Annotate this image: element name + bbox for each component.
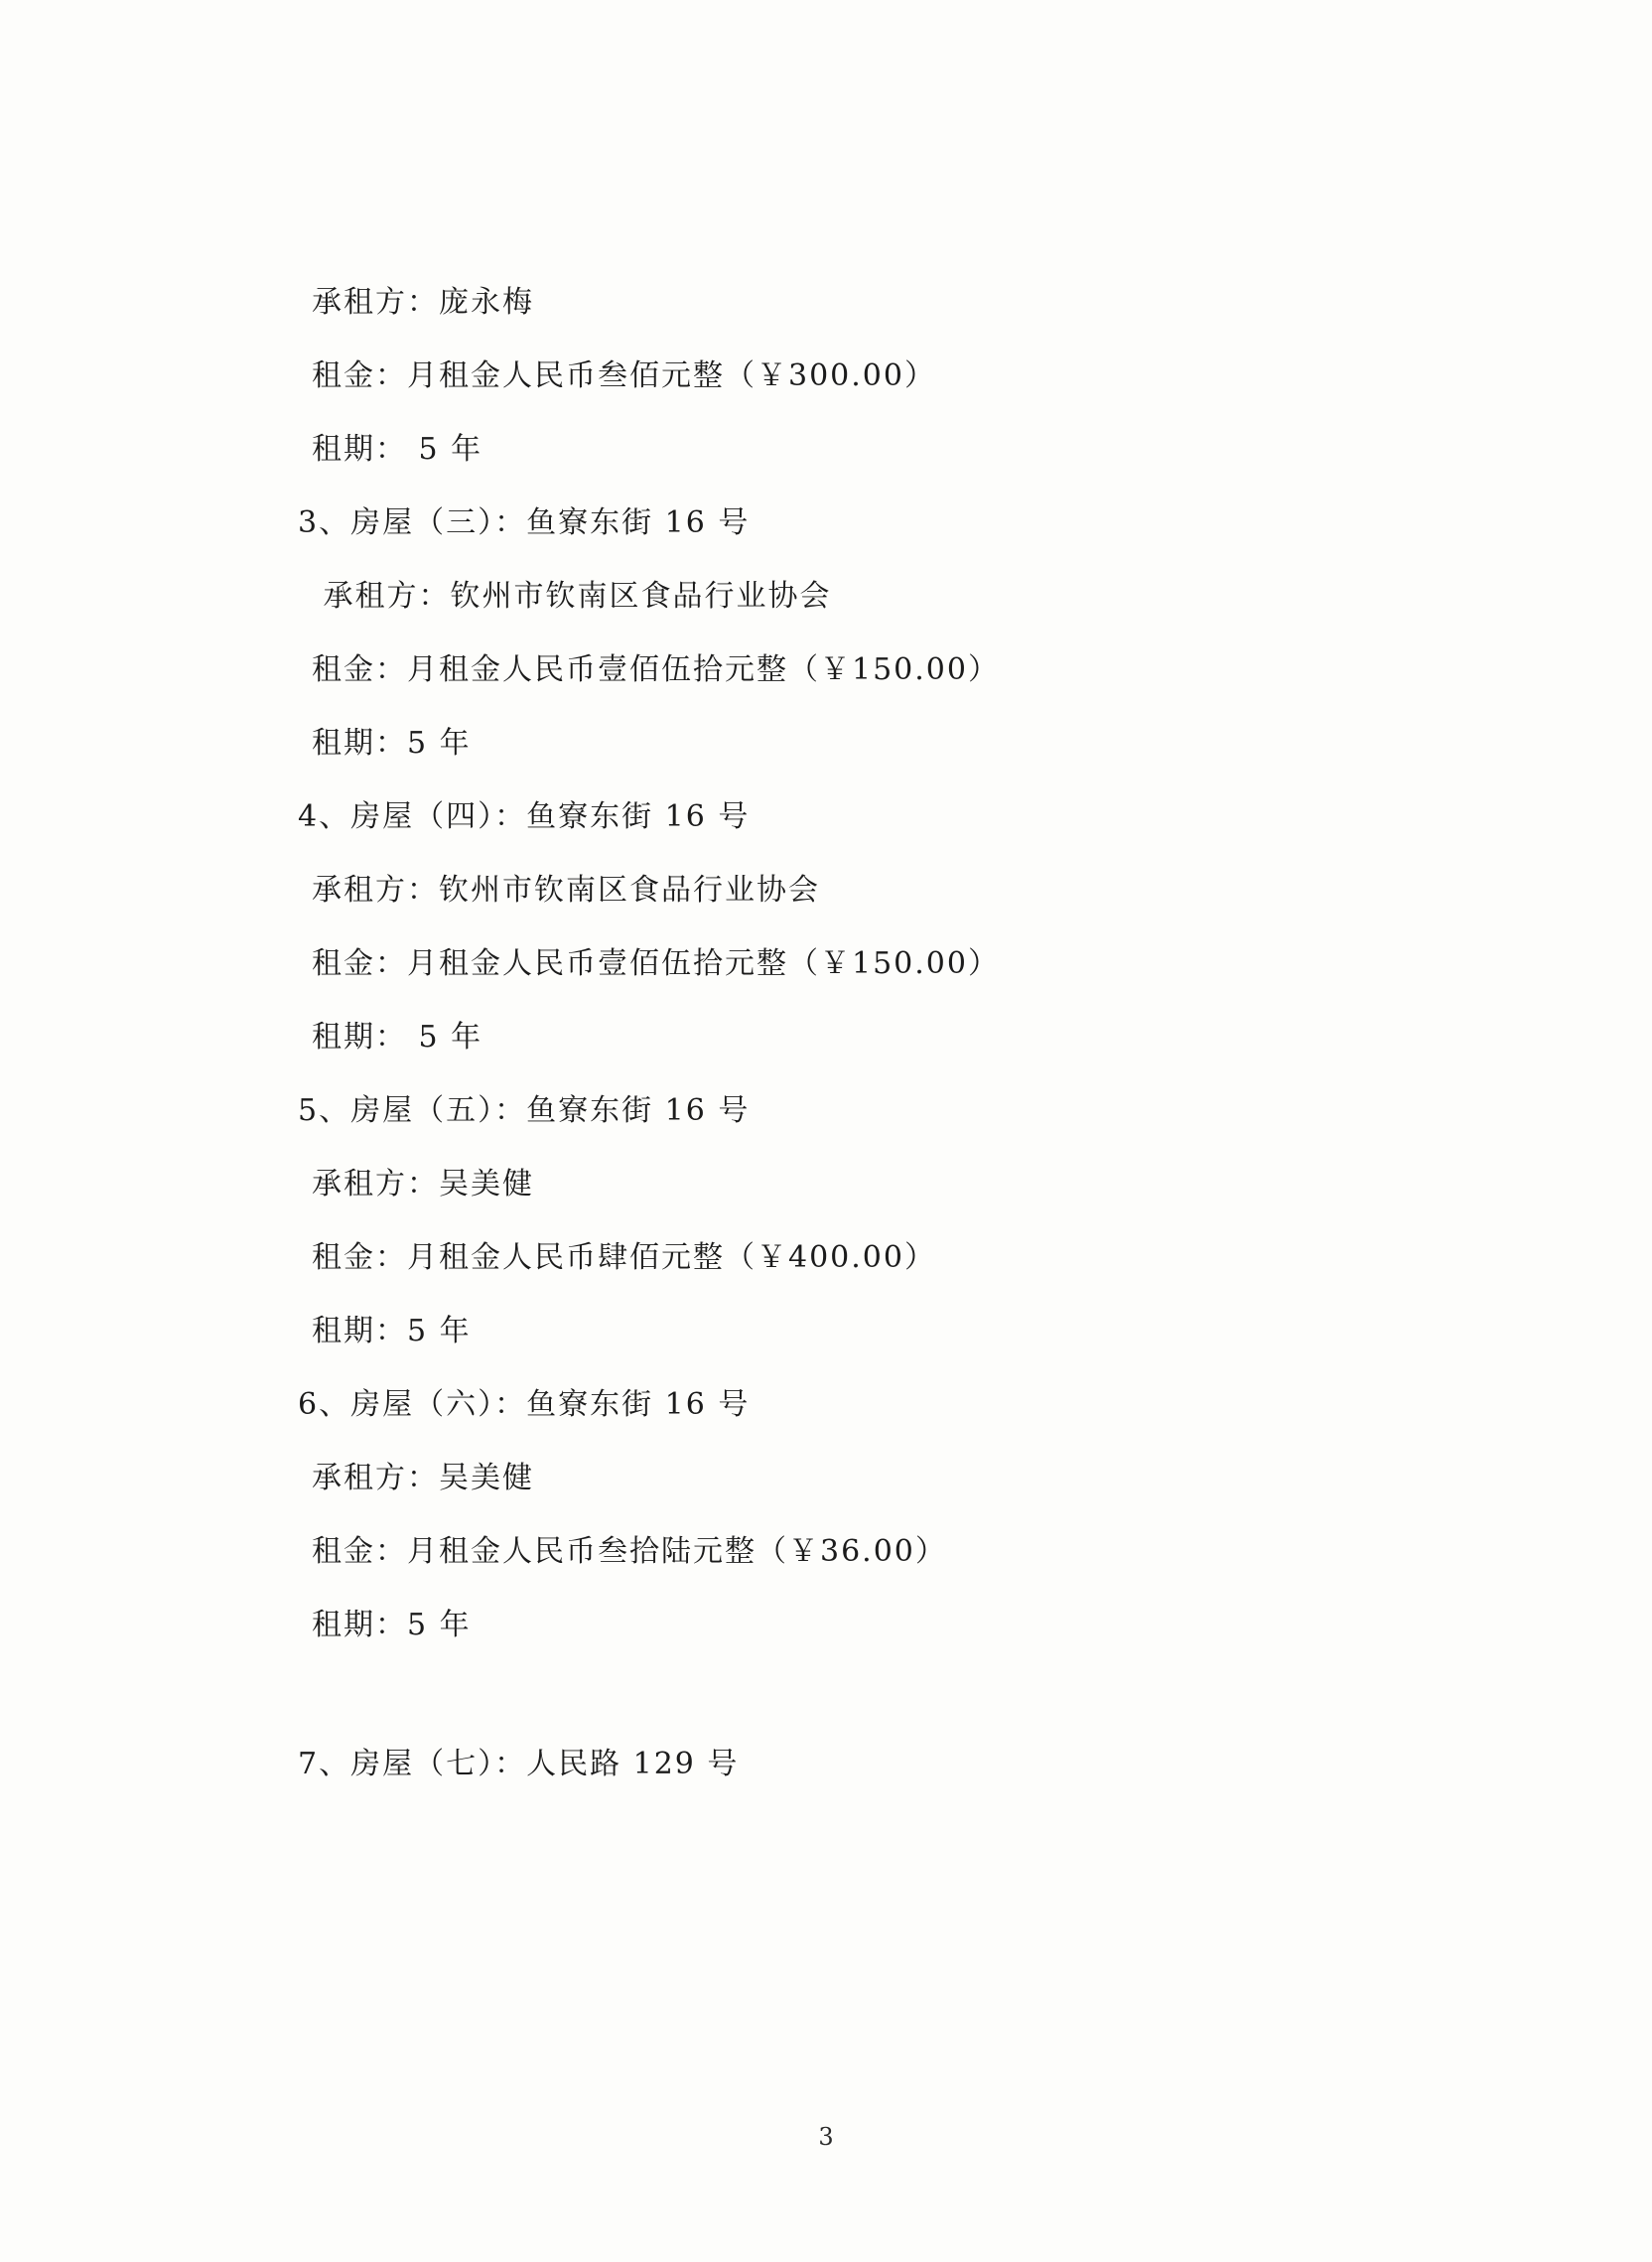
document-text-body (298, 285, 1370, 1823)
document-line: 4、房屋（四）：鱼寮东街 16 号 (298, 799, 751, 834)
document-line: 租金：月租金人民币壹佰伍拾元整（￥150.00） (312, 946, 1000, 981)
document-line: 租金：月租金人民币肆佰元整（￥400.00） (312, 1240, 936, 1275)
document-line: 6、房屋（六）：鱼寮东街 16 号 (298, 1387, 751, 1422)
document-line: 7、房屋（七）：人民路 129 号 (298, 1747, 740, 1781)
document-line: 租金：月租金人民币叁拾陆元整（￥36.00） (312, 1534, 947, 1569)
document-line: 租期：5 年 (312, 1608, 472, 1642)
document-line: 承租方：庞永梅 (312, 285, 534, 320)
document-line: 租期： 5 年 (312, 1020, 483, 1055)
document-line: 5、房屋（五）：鱼寮东街 16 号 (298, 1093, 751, 1128)
document-line: 承租方：钦州市钦南区食品行业协会 (312, 579, 832, 614)
document-line: 租金：月租金人民币叁佰元整（￥300.00） (312, 358, 936, 393)
paragraph-spacer (298, 1684, 1370, 1750)
page-number: 3 (818, 2123, 834, 2151)
document-line: 承租方：吴美健 (312, 1167, 534, 1202)
document-line: 租期：5 年 (312, 1314, 472, 1348)
document-line: 租期： 5 年 (312, 432, 483, 467)
document-line: 租金：月租金人民币壹佰伍拾元整（￥150.00） (312, 652, 1000, 687)
document-line: 3、房屋（三）：鱼寮东街 16 号 (298, 505, 751, 540)
document-line: 承租方：吴美健 (312, 1461, 534, 1495)
document-line: 承租方：钦州市钦南区食品行业协会 (312, 873, 820, 908)
document-line: 租期：5 年 (312, 726, 472, 761)
